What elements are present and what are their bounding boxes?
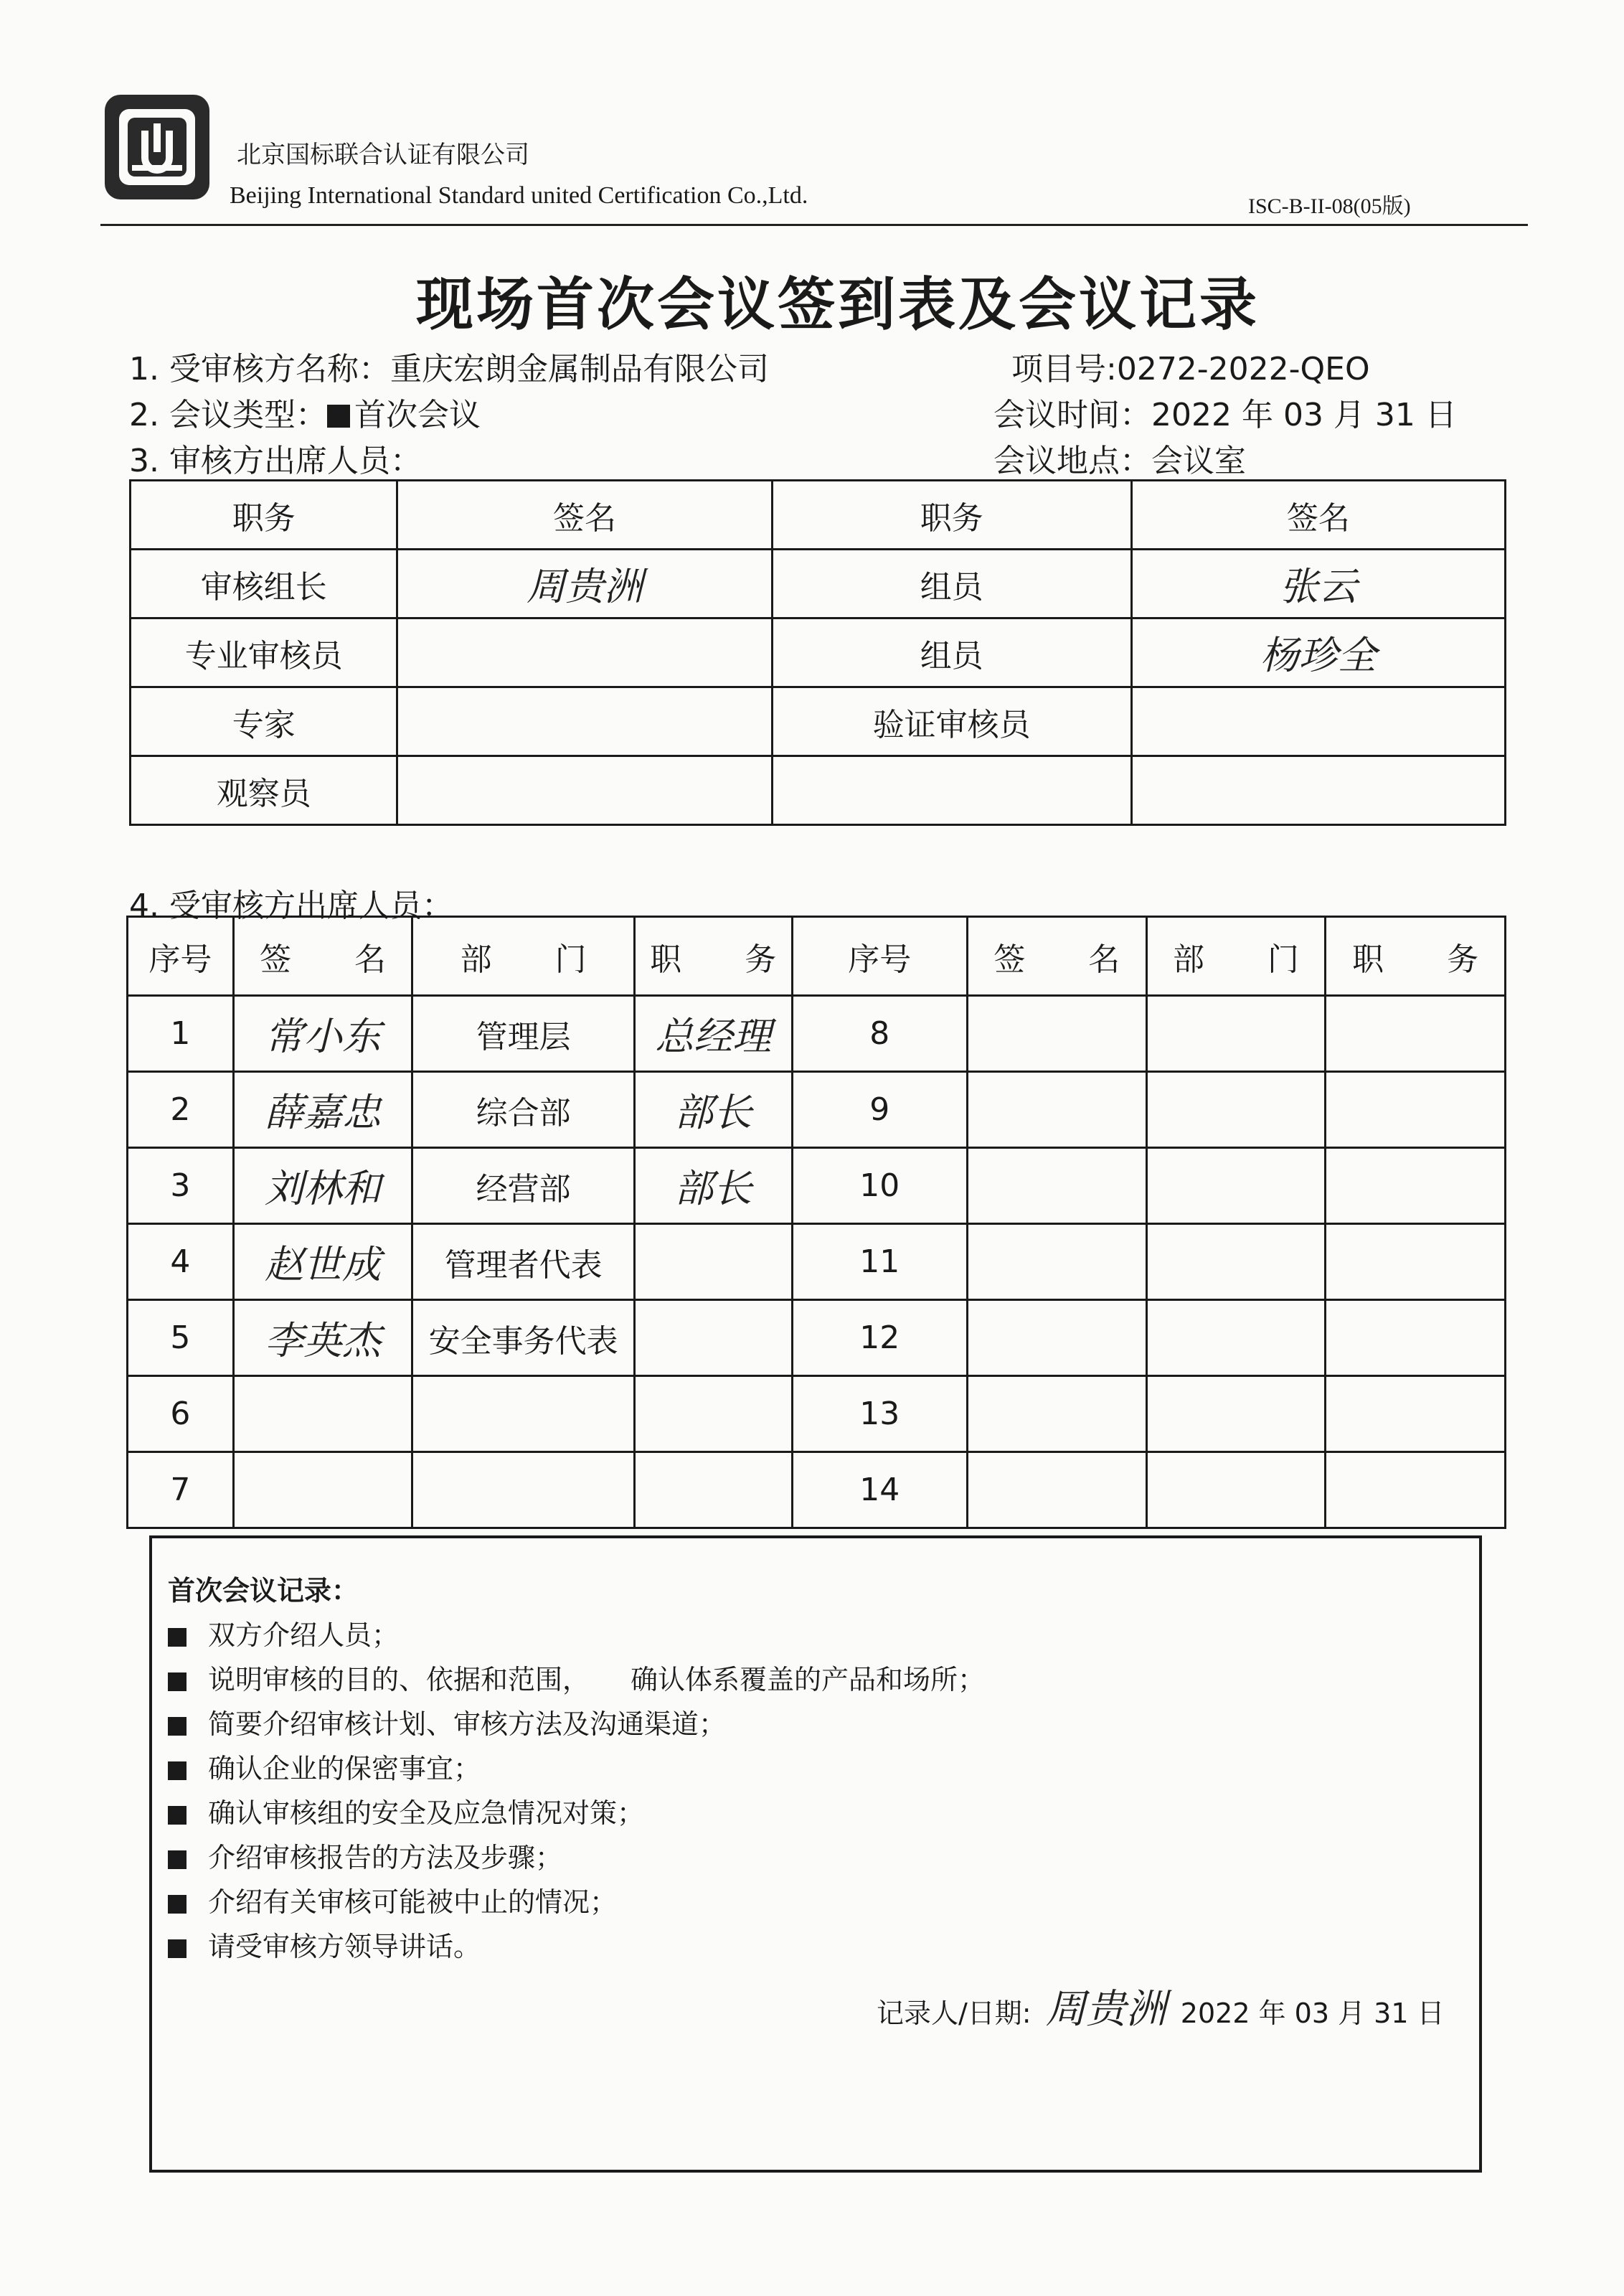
position — [634, 1300, 792, 1376]
bullet-icon — [168, 1761, 187, 1780]
auditee-attendance-table — [126, 916, 1506, 1529]
role-cell: 审核组长 — [131, 550, 397, 618]
meeting-record-box — [149, 1535, 1482, 2173]
auditor-attendees-label: 3. 审核方出席人员： — [129, 443, 422, 479]
meeting-type: 首次会议 — [354, 397, 481, 433]
header-cell: 职务 — [131, 481, 397, 550]
signature — [967, 1072, 1146, 1148]
signature — [1131, 756, 1505, 825]
row-number: 6 — [128, 1376, 234, 1452]
header-cell: 签 名 — [233, 917, 412, 996]
department — [412, 1452, 634, 1528]
bullet-icon — [168, 1672, 187, 1691]
row-number: 7 — [128, 1452, 234, 1528]
bullet-icon — [168, 1717, 187, 1736]
signature — [1131, 687, 1505, 756]
page-title: 现场首次会议签到表及会议记录 — [416, 271, 1260, 338]
header-cell: 签名 — [397, 481, 772, 550]
meeting-time-line — [993, 389, 1457, 435]
meeting-time-label: 会议时间： — [993, 397, 1151, 433]
record-item-text: 简要介绍审核计划、审核方法及沟通渠道； — [208, 1708, 727, 1740]
meeting-type-label: 2. 会议类型： — [129, 397, 327, 433]
position: 部长 — [634, 1148, 792, 1224]
table-row — [131, 687, 1506, 756]
record-item-text: 说明审核的目的、依据和范围， 确认体系覆盖的产品和场所； — [208, 1664, 986, 1695]
row-number: 8 — [792, 996, 967, 1072]
table-row — [131, 618, 1506, 687]
row-number: 2 — [128, 1072, 234, 1148]
meeting-place-line — [993, 435, 1246, 481]
department — [412, 1376, 634, 1452]
signature — [967, 1376, 1146, 1452]
header-cell: 签名 — [1131, 481, 1505, 550]
row-number: 3 — [128, 1148, 234, 1224]
bullet-icon — [168, 1850, 187, 1869]
bullet-icon — [168, 1895, 187, 1914]
record-item — [168, 1657, 985, 1697]
table-row — [128, 1452, 1506, 1528]
signature — [397, 618, 772, 687]
signature — [967, 996, 1146, 1072]
department — [1146, 1072, 1326, 1148]
table-row — [131, 550, 1506, 618]
document-number: ISC-B-II-08(05版) — [1248, 194, 1411, 218]
record-item — [168, 1791, 644, 1830]
row-number: 11 — [792, 1224, 967, 1300]
role-cell: 组员 — [772, 618, 1131, 687]
position — [1326, 1376, 1506, 1452]
table-row — [128, 1300, 1506, 1376]
signature: 薛嘉忠 — [233, 1072, 412, 1148]
checked-box-icon — [327, 405, 350, 428]
department — [1146, 1452, 1326, 1528]
role-cell: 专家 — [131, 687, 397, 756]
header-cell: 职务 — [772, 481, 1131, 550]
record-item — [168, 1702, 726, 1741]
row-number: 4 — [128, 1224, 234, 1300]
table-row — [128, 1072, 1506, 1148]
record-item-text: 介绍审核报告的方法及步骤； — [208, 1842, 563, 1873]
table-row — [128, 1376, 1506, 1452]
signature: 杨珍全 — [1131, 618, 1505, 687]
company-name-en: Beijing International Standard united Certification Co.,Ltd. — [230, 182, 808, 209]
table-row — [128, 1148, 1506, 1224]
signature — [967, 1300, 1146, 1376]
position — [1326, 1300, 1506, 1376]
record-item — [168, 1924, 481, 1964]
role-cell: 组员 — [772, 550, 1131, 618]
project-number: 0272-2022-QEO — [1116, 351, 1370, 387]
signature: 张云 — [1131, 550, 1505, 618]
record-item — [168, 1613, 399, 1652]
table-row — [128, 1224, 1506, 1300]
signature — [967, 1148, 1146, 1224]
project-number-line — [1011, 343, 1370, 389]
signature: 刘林和 — [233, 1148, 412, 1224]
header-cell: 序号 — [792, 917, 967, 996]
row-number: 10 — [792, 1148, 967, 1224]
record-item-text: 请受审核方领导讲话。 — [208, 1931, 481, 1962]
recorder-signature: 周贵洲 — [1045, 1986, 1166, 2033]
header-cell: 序号 — [128, 917, 234, 996]
position — [1326, 1148, 1506, 1224]
record-item-text: 介绍有关审核可能被中止的情况； — [208, 1886, 618, 1918]
bullet-icon — [168, 1939, 187, 1958]
auditor-attendance-table — [129, 479, 1506, 826]
signature — [233, 1376, 412, 1452]
header-cell: 部 门 — [1146, 917, 1326, 996]
record-item-text: 确认审核组的安全及应急情况对策； — [208, 1797, 645, 1829]
signature: 李英杰 — [233, 1300, 412, 1376]
record-item — [168, 1880, 617, 1919]
signature — [967, 1452, 1146, 1528]
position — [1326, 1072, 1506, 1148]
record-title: 首次会议记录： — [168, 1575, 359, 1606]
row-number: 1 — [128, 996, 234, 1072]
auditee-label: 1. 受审核方名称： — [129, 351, 390, 387]
auditor-table-header — [131, 481, 1506, 550]
signature — [233, 1452, 412, 1528]
department — [1146, 996, 1326, 1072]
meeting-type-line — [129, 389, 481, 435]
role-cell: 验证审核员 — [772, 687, 1131, 756]
signature — [397, 756, 772, 825]
bullet-icon — [168, 1628, 187, 1647]
meeting-time: 2022 年 03 月 31 日 — [1151, 397, 1457, 433]
row-number: 13 — [792, 1376, 967, 1452]
department: 经营部 — [412, 1148, 634, 1224]
project-label: 项目号: — [1011, 351, 1117, 387]
record-item-text: 确认企业的保密事宜； — [208, 1753, 481, 1784]
position — [634, 1452, 792, 1528]
table-row — [128, 996, 1506, 1072]
company-name-cn: 北京国标联合认证有限公司 — [237, 141, 529, 169]
signature — [967, 1224, 1146, 1300]
position: 部长 — [634, 1072, 792, 1148]
record-item — [168, 1746, 481, 1786]
row-number: 12 — [792, 1300, 967, 1376]
meeting-place: 会议室 — [1151, 443, 1246, 479]
recorder-line — [877, 1977, 1445, 2035]
signature: 常小东 — [233, 996, 412, 1072]
position — [1326, 1452, 1506, 1528]
auditee-name: 重庆宏朗金属制品有限公司 — [390, 351, 769, 387]
record-item-text: 双方介绍人员； — [208, 1619, 400, 1651]
signature: 赵世成 — [233, 1224, 412, 1300]
department — [1146, 1224, 1326, 1300]
signature: 周贵洲 — [397, 550, 772, 618]
bullet-icon — [168, 1806, 187, 1825]
signature — [397, 687, 772, 756]
auditee-table-header — [128, 917, 1506, 996]
recorder-label: 记录人/日期: — [877, 1998, 1031, 2029]
position — [634, 1376, 792, 1452]
department: 管理层 — [412, 996, 634, 1072]
meeting-place-label: 会议地点： — [993, 443, 1151, 479]
header-cell: 职 务 — [1326, 917, 1506, 996]
role-cell: 专业审核员 — [131, 618, 397, 687]
record-date: 2022 年 03 月 31 日 — [1180, 1998, 1445, 2029]
position — [634, 1224, 792, 1300]
header-rule — [100, 224, 1528, 226]
row-number: 9 — [792, 1072, 967, 1148]
row-number: 5 — [128, 1300, 234, 1376]
auditee-name-line — [129, 343, 769, 389]
role-cell: 观察员 — [131, 756, 397, 825]
department — [1146, 1300, 1326, 1376]
department: 综合部 — [412, 1072, 634, 1148]
header-cell: 职 务 — [634, 917, 792, 996]
department: 管理者代表 — [412, 1224, 634, 1300]
department — [1146, 1148, 1326, 1224]
auditee-attendees-label: 4. 受审核方出席人员： — [129, 888, 453, 924]
position — [1326, 996, 1506, 1072]
department — [1146, 1376, 1326, 1452]
role-cell — [772, 756, 1131, 825]
header-cell: 签 名 — [967, 917, 1146, 996]
department: 安全事务代表 — [412, 1300, 634, 1376]
row-number: 14 — [792, 1452, 967, 1528]
table-row — [131, 756, 1506, 825]
record-item — [168, 1835, 562, 1875]
company-logo — [103, 93, 211, 201]
header-cell: 部 门 — [412, 917, 634, 996]
position: 总经理 — [634, 996, 792, 1072]
position — [1326, 1224, 1506, 1300]
